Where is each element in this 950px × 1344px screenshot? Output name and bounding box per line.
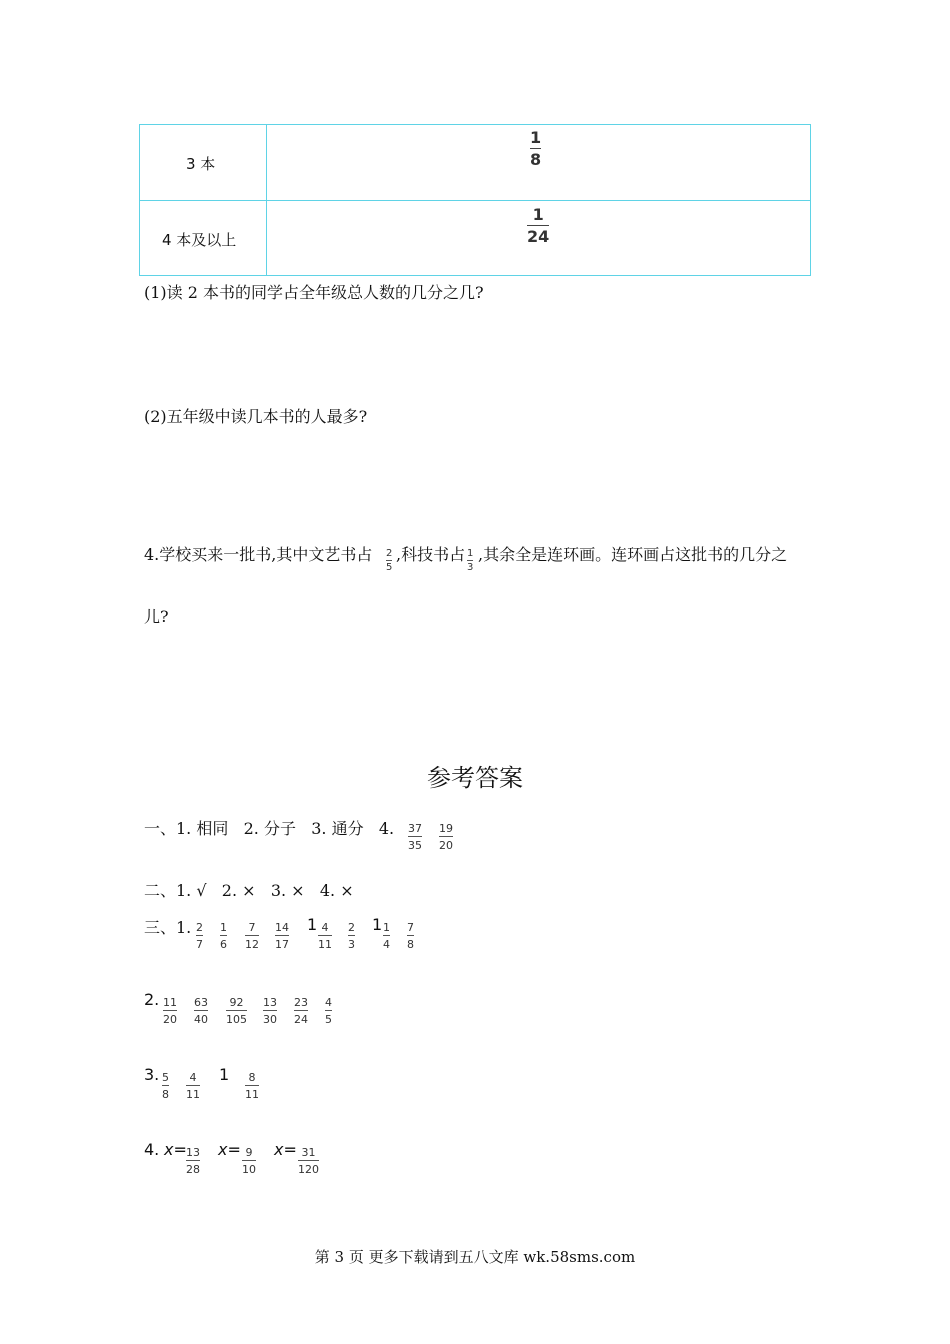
answer-whole-number: 1 — [219, 1065, 230, 1084]
answers-title: 参考答案 — [427, 764, 523, 792]
answer-fraction: 37 35 — [408, 822, 422, 852]
answers-item-3-prefix: 3. — [144, 1065, 160, 1084]
question-1: (1)读 2 本书的同学占全年级总人数的几分之几? — [144, 283, 484, 302]
question-4-part-d: 儿? — [144, 607, 169, 626]
table-row-fraction: 1 8 — [530, 128, 542, 169]
answer-fraction: 4 5 — [325, 996, 332, 1026]
answer-fraction: 7 12 — [245, 921, 259, 951]
answer-fraction: 31 120 — [298, 1146, 319, 1176]
answer-fraction: 92 105 — [226, 996, 247, 1026]
answer-whole-number: 1 — [307, 915, 318, 934]
x-equals-label: x= — [218, 1140, 241, 1159]
answer-fraction: 4 11 — [318, 921, 332, 951]
answers-item-2-prefix: 2. — [144, 990, 160, 1009]
answers-section-3-prefix: 三、1. — [144, 918, 192, 937]
answer-fraction: 4 11 — [186, 1071, 200, 1101]
answer-fraction: 63 40 — [194, 996, 208, 1026]
answer-fraction: 5 8 — [162, 1071, 169, 1101]
answer-fraction: 11 20 — [163, 996, 177, 1026]
answers-item-4-prefix: 4. — [144, 1140, 160, 1159]
question-4-part-a: 4.学校买来一批书,其中文艺书占 — [144, 545, 373, 564]
answer-fraction: 1 6 — [220, 921, 227, 951]
table-column-divider — [266, 125, 267, 275]
x-equals-label: x= — [274, 1140, 297, 1159]
answer-fraction: 2 3 — [348, 921, 355, 951]
answer-fraction: 9 10 — [242, 1146, 256, 1176]
answer-fraction: 7 8 — [407, 921, 414, 951]
answer-fraction: 8 11 — [245, 1071, 259, 1101]
page-footer: 第 3 页 更多下载请到五八文库 wk.58sms.com — [314, 1248, 636, 1266]
table-row-fraction: 1 24 — [527, 205, 550, 246]
table-row-divider — [140, 200, 810, 201]
x-equals-label: x= — [164, 1140, 187, 1159]
question-4-fraction-b: 1 3 — [467, 548, 474, 573]
answers-section-1: 一、1. 相同 2. 分子 3. 通分 4. — [144, 819, 395, 838]
answer-whole-number: 1 — [372, 915, 383, 934]
table-row-label: 3 本 — [186, 155, 216, 173]
answer-fraction: 23 24 — [294, 996, 308, 1026]
answer-fraction: 2 7 — [196, 921, 203, 951]
table-row-label: 4 本及以上 — [162, 231, 237, 249]
question-4-part-b: ,科技书占 — [396, 545, 466, 564]
answer-fraction: 13 28 — [186, 1146, 200, 1176]
reading-table — [139, 124, 811, 276]
answer-fraction: 19 20 — [439, 822, 453, 852]
answer-fraction: 13 30 — [263, 996, 277, 1026]
answers-section-2: 二、1. √ 2. × 3. × 4. × — [144, 881, 354, 900]
question-4-part-c: ,其余全是连环画。连环画占这批书的几分之 — [478, 545, 788, 564]
question-4-fraction-a: 2 5 — [386, 548, 393, 573]
answer-fraction: 1 4 — [383, 921, 390, 951]
question-2: (2)五年级中读几本书的人最多? — [144, 407, 368, 426]
answer-fraction: 14 17 — [275, 921, 289, 951]
